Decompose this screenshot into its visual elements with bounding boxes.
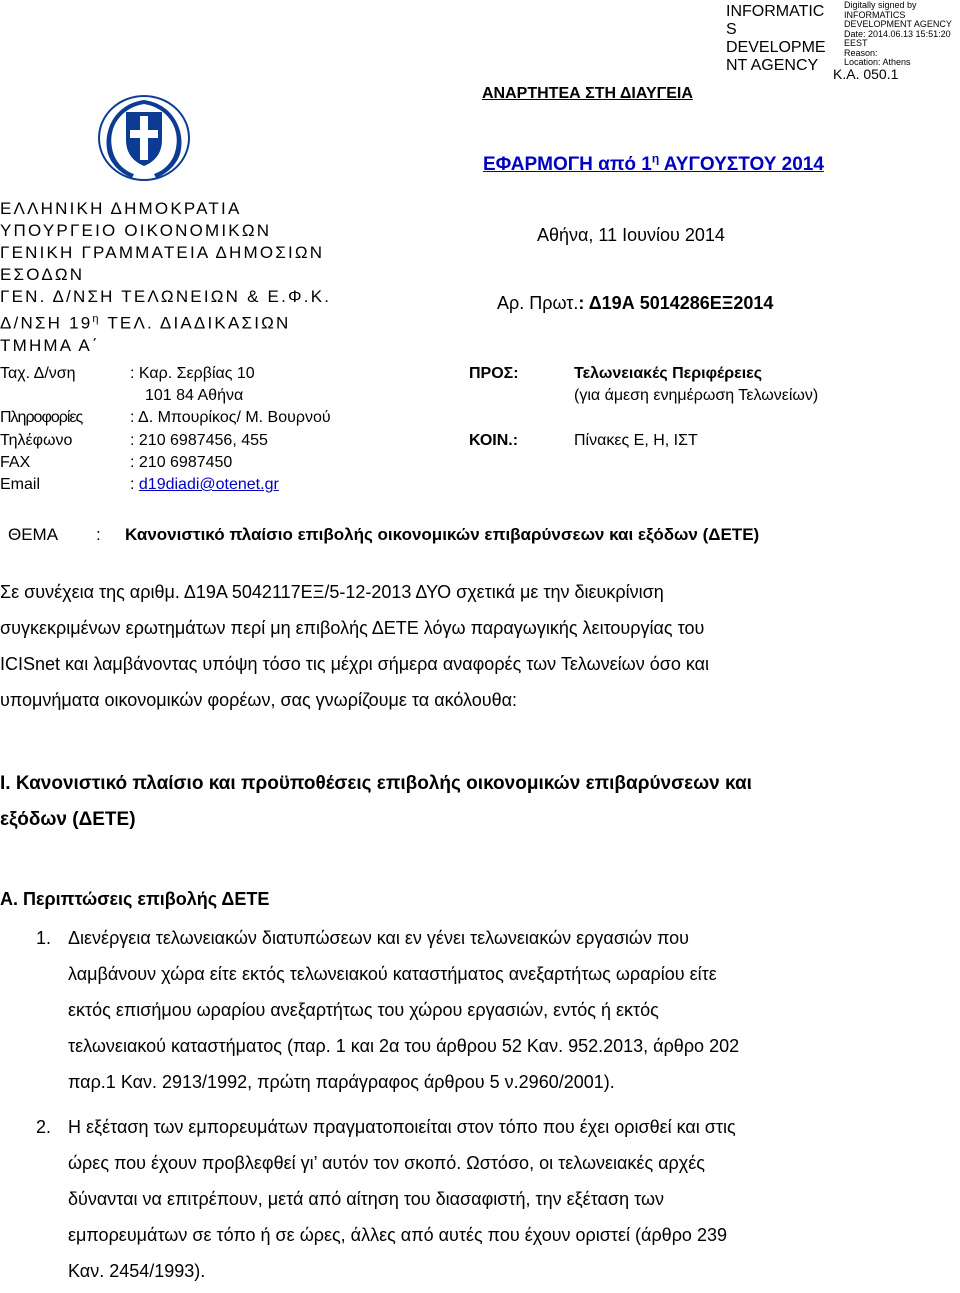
protocol-number — [497, 292, 773, 314]
signature-detail-line: Location: Athens — [844, 57, 911, 67]
item-2-text — [68, 1109, 900, 1289]
intro-line: συγκεκριμένων ερωτημάτων περί μη επιβολής ΔΕΤΕ λόγω παραγωγικής λειτουργίας του — [0, 618, 705, 638]
signature-detail-line: EEST — [844, 38, 868, 48]
sender-line: ΕΛΛΗΝΙΚΗ ΔΗΜΟΚΡΑΤΙΑ — [0, 199, 242, 218]
protocol-value: : Δ19Α 5014286ΕΞ2014 — [578, 293, 774, 313]
item-1-line: παρ.1 Καν. 2913/1992, πρώτη παράγραφος άρθρου 5 ν.2960/2001). — [68, 1072, 615, 1092]
sender-dept-sup: η — [92, 313, 101, 325]
recipient-cc-label: ΚΟΙΝ.: — [469, 432, 519, 449]
contact-address-value: : Καρ. Σερβίας 10 — [130, 365, 255, 382]
recipient-cc-value: Πίνακες Ε, Η, ΙΣΤ — [574, 432, 698, 449]
item-1-text — [68, 920, 900, 1100]
section-1-heading — [0, 766, 899, 838]
effective-notice-suffix: ΑΥΓΟΥΣΤΟΥ 2014 — [659, 154, 824, 176]
item-1-line: τελωνειακού καταστήματος (παρ. 1 και 2α του άρθρου 52 Καν. 952.2013, άρθρο 202 — [68, 1036, 740, 1056]
signature-signer — [726, 3, 826, 75]
intro-paragraph — [0, 574, 899, 718]
sender-line: ΤΜΗΜΑ Α΄ — [0, 335, 100, 355]
contact-email-colon: : — [130, 476, 139, 493]
effective-notice-text — [483, 154, 824, 175]
contact-email — [130, 474, 279, 496]
date-line: Αθήνα, 11 Ιουνίου 2014 — [537, 225, 725, 245]
recipient-to-value: Τελωνειακές Περιφέρειες — [574, 365, 763, 382]
item-2-line: Καν. 2454/1993). — [68, 1261, 206, 1281]
effective-notice-sup: η — [651, 152, 660, 166]
subject-label: ΘΕΜΑ — [8, 525, 59, 544]
subject-text: Κανονιστικό πλαίσιο επιβολής οικονομικών επιβαρύνσεων και εξόδων (ΔΕΤΕ) — [125, 525, 760, 544]
signature-signer-line: DEVELOPME — [726, 39, 826, 56]
signature-signer-line: INFORMATIC — [726, 3, 825, 20]
signature-detail-line: DEVELOPMENT AGENCY — [844, 19, 952, 29]
protocol-label: Αρ. Πρωτ. — [497, 293, 579, 313]
intro-line: ICISnet και λαμβάνοντας υπόψη τόσο τις μέχρι σήμερα αναφορές των Τελωνείων όσο και — [0, 654, 710, 674]
contact-phone-value: : 210 6987456, 455 — [130, 432, 268, 449]
subsection-a-heading: Α. Περιπτώσεις επιβολής ΔΕΤΕ — [0, 889, 270, 909]
contact-email-label: Email — [0, 476, 41, 493]
contact-info-label: Πληροφορίες — [0, 409, 83, 426]
section-1-line: εξόδων (ΔΕΤΕ) — [0, 809, 136, 830]
section-1-line: Ι. Κανονιστικό πλαίσιο και προϋποθέσεις επιβολής οικονομικών επιβαρύνσεων και — [0, 773, 752, 794]
subject-colon: : — [96, 525, 101, 544]
sender-line: ΕΣΟΔΩΝ — [0, 265, 85, 284]
recipient-to-note: (για άμεση ενημέρωση Τελωνείων) — [574, 387, 819, 404]
effective-notice — [483, 147, 824, 177]
item-2-number: 2. — [36, 1117, 52, 1137]
item-2-line: Η εξέταση των εμπορευμάτων πραγματοποιείται στον τόπο που έχει ορισθεί και στις — [68, 1117, 736, 1137]
posting-notice-text: ΑΝΑΡΤΗΤΕΑ ΣΤΗ ΔΙΑΥΓΕΙΑ — [482, 85, 693, 102]
sender-dept-prefix: Δ/ΝΣΗ 19 — [0, 313, 93, 333]
contact-phone-label: Τηλέφωνο — [0, 432, 73, 449]
item-1-line: λαμβάνουν χώρα είτε εκτός τελωνειακού καταστήματος ανεξαρτήτως ωραρίου είτε — [68, 964, 717, 984]
effective-notice-prefix: ΕΦΑΡΜΟΓΗ από 1 — [483, 154, 652, 176]
sender-line: ΓΕΝ. Δ/ΝΣΗ ΤΕΛΩΝΕΙΩΝ & Ε.Φ.Κ. — [0, 287, 332, 306]
item-1-number: 1. — [36, 928, 52, 948]
sender-line: ΥΠΟΥΡΓΕΙΟ ΟΙΚΟΝΟΜΙΚΩΝ — [0, 221, 272, 240]
item-2-line: δύνανται να επιτρέπουν, μετά από αίτηση του διασαφιστή, την εξέταση των — [68, 1189, 664, 1209]
item-2-line: ώρες που έχουν προβλεφθεί γι’ αυτόν τον σκοπό. Ωστόσο, οι τελωνειακές αρχές — [68, 1153, 705, 1173]
recipient-to-label: ΠΡΟΣ: — [469, 365, 519, 382]
signature-details — [844, 1, 952, 68]
contact-address-line2: 101 84 Αθήνα — [145, 387, 244, 404]
signature-detail-line: Reason: — [844, 47, 878, 58]
sender-line: ΓΕΝΙΚΗ ΓΡΑΜΜΑΤΕΙΑ ΔΗΜΟΣΙΩΝ — [0, 243, 325, 262]
email-link[interactable]: d19diadi@otenet.gr — [138, 476, 279, 493]
intro-line: Σε συνέχεια της αριθμ. Δ19Α 5042117ΕΞ/5-12-2013 ΔΥΟ σχετικά με την διευκρίνιση — [0, 582, 664, 602]
contact-info-value: : Δ. Μπουρίκος/ Μ. Βουρνού — [130, 409, 331, 426]
signature-signer-line: S — [726, 21, 737, 38]
item-2-line: εμπορευμάτων σε τόπο ή σε ώρες, άλλες από αυτές που έχουν οριστεί (άρθρο 239 — [68, 1225, 727, 1245]
coat-of-arms-emblem — [86, 92, 202, 184]
signature-ka: Κ.Α. 050.1 — [833, 66, 899, 82]
signature-detail-line: Date: 2014.06.13 15:51:20 — [844, 28, 951, 39]
intro-line: υπομνήματα οικονομικών φορέων, σας γνωρίζουμε τα ακόλουθα: — [0, 690, 518, 710]
sender-dept-suffix: ΤΕΛ. ΔΙΑΔΙΚΑΣΙΩΝ — [100, 313, 291, 333]
item-1-line: Διενέργεια τελωνειακών διατυπώσεων και εν γένει τελωνειακών εργασιών που — [68, 928, 689, 948]
sender-block — [0, 198, 331, 357]
contact-fax-value: : 210 6987450 — [130, 454, 233, 471]
signature-detail-line: INFORMATICS — [844, 9, 906, 20]
sender-line — [0, 308, 331, 335]
signature-signer-line: NT AGENCY — [726, 57, 819, 74]
signature-detail-line: Digitally signed by — [844, 0, 917, 10]
item-1-line: εκτός επισήμου ωραρίου ανεξαρτήτως του χώρου εργασιών, εντός ή εκτός — [68, 1000, 659, 1020]
contact-fax-label: FAX — [0, 454, 31, 471]
posting-notice — [482, 84, 693, 104]
contact-address-label: Ταχ. Δ/νση — [0, 365, 76, 382]
